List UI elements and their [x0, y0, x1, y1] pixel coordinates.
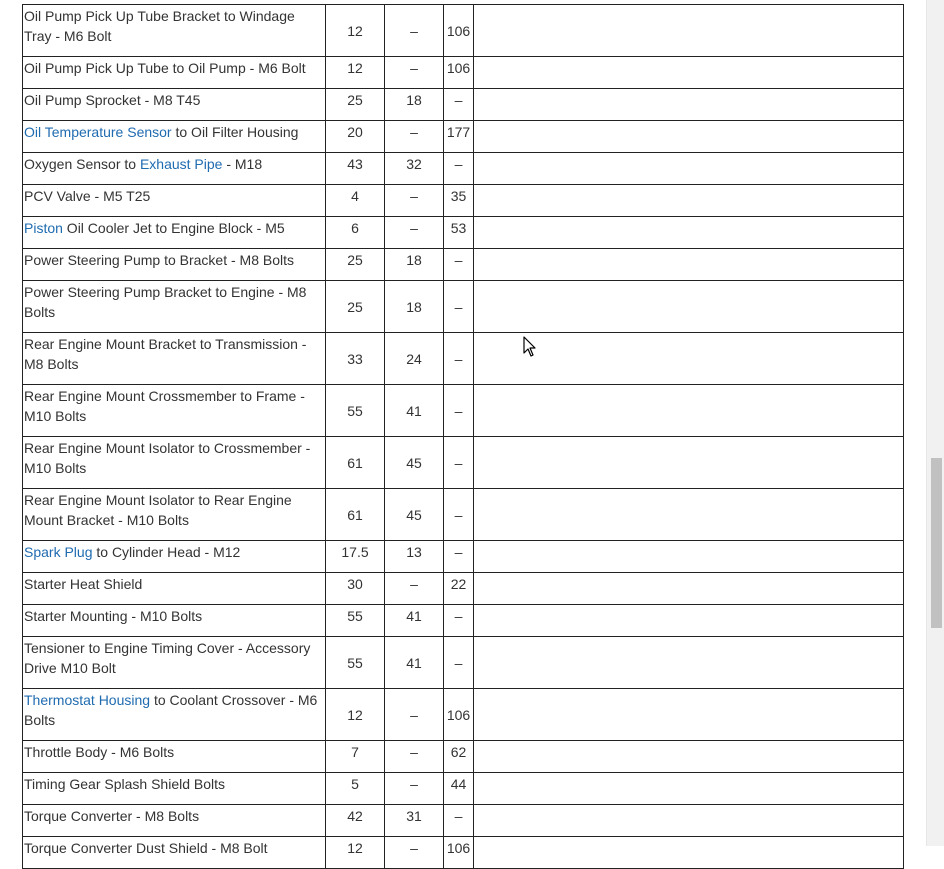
component-text: Timing Gear Splash Shield Bolts: [24, 776, 226, 792]
scrollbar-thumb[interactable]: [931, 458, 942, 628]
table-row: [23, 437, 904, 489]
component-text: Starter Heat Shield: [24, 576, 143, 592]
table-row: [23, 5, 904, 57]
nm-value-cell: 7: [326, 741, 385, 773]
notes-cell: [474, 57, 904, 89]
notes-cell: [474, 605, 904, 637]
lbin-value-cell: –: [444, 605, 474, 637]
nm-value-cell: 12: [326, 5, 385, 57]
notes-cell: [474, 249, 904, 281]
component-text: Tensioner to Engine Timing Cover - Accessory Drive M10 Bolt: [24, 640, 311, 676]
torque-spec-table: [22, 4, 904, 869]
lbft-value-cell: 24: [385, 333, 444, 385]
notes-cell: [474, 689, 904, 741]
notes-cell: [474, 217, 904, 249]
component-text: Starter Mounting - M10 Bolts: [24, 608, 203, 624]
notes-cell: [474, 385, 904, 437]
notes-cell: [474, 773, 904, 805]
notes-cell: [474, 437, 904, 489]
nm-value-cell: 43: [326, 153, 385, 185]
component-link[interactable]: Thermostat Housing: [24, 692, 151, 708]
component-text: Oxygen Sensor to: [24, 156, 140, 172]
nm-value-cell: 6: [326, 217, 385, 249]
table-row: [23, 57, 904, 89]
lbft-value-cell: –: [385, 837, 444, 869]
component-text: Rear Engine Mount Crossmember to Frame - M10 Bolts: [24, 388, 305, 424]
lbin-value-cell: 35: [444, 185, 474, 217]
component-text: Rear Engine Mount Isolator to Rear Engine Mount Bracket - M10 Bolts: [24, 492, 292, 528]
vertical-scrollbar[interactable]: [926, 0, 944, 846]
notes-cell: [474, 637, 904, 689]
lbin-value-cell: –: [444, 805, 474, 837]
table-row: [23, 805, 904, 837]
lbin-value-cell: 106: [444, 689, 474, 741]
lbin-value-cell: 106: [444, 5, 474, 57]
notes-cell: [474, 89, 904, 121]
lbin-value-cell: –: [444, 437, 474, 489]
nm-value-cell: 20: [326, 121, 385, 153]
component-name-cell: [23, 605, 326, 637]
lbft-value-cell: 41: [385, 637, 444, 689]
component-text: PCV Valve - M5 T25: [24, 188, 151, 204]
table-row: [23, 185, 904, 217]
component-name-cell: [23, 57, 326, 89]
lbft-value-cell: 45: [385, 437, 444, 489]
lbft-value-cell: –: [385, 5, 444, 57]
lbin-value-cell: –: [444, 153, 474, 185]
component-name-cell: [23, 541, 326, 573]
component-name-cell: [23, 185, 326, 217]
component-name-cell: [23, 837, 326, 869]
lbft-value-cell: 18: [385, 249, 444, 281]
notes-cell: [474, 489, 904, 541]
table-row: [23, 573, 904, 605]
lbin-value-cell: –: [444, 637, 474, 689]
nm-value-cell: 5: [326, 773, 385, 805]
table-row: [23, 217, 904, 249]
lbft-value-cell: –: [385, 217, 444, 249]
component-text: to Cylinder Head - M12: [92, 544, 241, 560]
lbin-value-cell: –: [444, 385, 474, 437]
notes-cell: [474, 541, 904, 573]
nm-value-cell: 25: [326, 89, 385, 121]
nm-value-cell: 61: [326, 437, 385, 489]
component-text: Torque Converter - M8 Bolts: [24, 808, 200, 824]
table-row: [23, 605, 904, 637]
component-name-cell: [23, 437, 326, 489]
notes-cell: [474, 185, 904, 217]
nm-value-cell: 33: [326, 333, 385, 385]
lbin-value-cell: 62: [444, 741, 474, 773]
notes-cell: [474, 741, 904, 773]
component-name-cell: [23, 385, 326, 437]
mouse-pointer-icon: [523, 336, 537, 358]
notes-cell: [474, 281, 904, 333]
lbin-value-cell: 177: [444, 121, 474, 153]
nm-value-cell: 30: [326, 573, 385, 605]
component-name-cell: [23, 489, 326, 541]
lbin-value-cell: –: [444, 249, 474, 281]
notes-cell: [474, 153, 904, 185]
table-row: [23, 89, 904, 121]
lbft-value-cell: –: [385, 57, 444, 89]
component-text: Rear Engine Mount Bracket to Transmission - M8 Bolts: [24, 336, 307, 372]
component-text: to Coolant Crossover - M6 Bolts: [24, 692, 318, 728]
lbft-value-cell: 31: [385, 805, 444, 837]
lbin-value-cell: –: [444, 333, 474, 385]
notes-cell: [474, 837, 904, 869]
component-name-cell: [23, 773, 326, 805]
nm-value-cell: 17.5: [326, 541, 385, 573]
lbin-value-cell: 53: [444, 217, 474, 249]
lbft-value-cell: 41: [385, 605, 444, 637]
component-text: Rear Engine Mount Isolator to Crossmember - M10 Bolts: [24, 440, 311, 476]
component-text: - M18: [222, 156, 263, 172]
component-text: Oil Cooler Jet to Engine Block - M5: [62, 220, 285, 236]
component-link[interactable]: Spark Plug: [24, 544, 93, 560]
lbft-value-cell: –: [385, 741, 444, 773]
table-row: [23, 249, 904, 281]
component-text: Oil Pump Sprocket - M8 T45: [24, 92, 201, 108]
lbft-value-cell: 45: [385, 489, 444, 541]
table-row: [23, 637, 904, 689]
lbin-value-cell: –: [444, 281, 474, 333]
nm-value-cell: 61: [326, 489, 385, 541]
nm-value-cell: 12: [326, 689, 385, 741]
lbin-value-cell: 22: [444, 573, 474, 605]
notes-cell: [474, 333, 904, 385]
component-name-cell: [23, 805, 326, 837]
component-text: Torque Converter Dust Shield - M8 Bolt: [24, 840, 268, 856]
nm-value-cell: 4: [326, 185, 385, 217]
component-name-cell: [23, 249, 326, 281]
notes-cell: [474, 573, 904, 605]
nm-value-cell: 42: [326, 805, 385, 837]
component-text: Oil Pump Pick Up Tube to Oil Pump - M6 Bolt: [24, 60, 306, 76]
component-text: Oil Pump Pick Up Tube Bracket to Windage Tray - M6 Bolt: [24, 8, 295, 44]
lbft-value-cell: –: [385, 121, 444, 153]
table-row: [23, 281, 904, 333]
component-name-cell: [23, 689, 326, 741]
component-name-cell: [23, 217, 326, 249]
lbin-value-cell: 44: [444, 773, 474, 805]
nm-value-cell: 25: [326, 249, 385, 281]
nm-value-cell: 12: [326, 837, 385, 869]
torque-spec-table-body: [23, 5, 904, 869]
component-name-cell: [23, 5, 326, 57]
nm-value-cell: 12: [326, 57, 385, 89]
component-text: Power Steering Pump Bracket to Engine - M8 Bolts: [24, 284, 307, 320]
nm-value-cell: 25: [326, 281, 385, 333]
component-text: Throttle Body - M6 Bolts: [24, 744, 175, 760]
table-row: [23, 541, 904, 573]
table-row: [23, 153, 904, 185]
component-name-cell: [23, 333, 326, 385]
notes-cell: [474, 805, 904, 837]
lbin-value-cell: 106: [444, 57, 474, 89]
component-text: to Oil Filter Housing: [171, 124, 299, 140]
component-name-cell: [23, 121, 326, 153]
component-name-cell: [23, 281, 326, 333]
table-row: [23, 489, 904, 541]
lbft-value-cell: 18: [385, 89, 444, 121]
component-name-cell: [23, 637, 326, 689]
lbin-value-cell: 106: [444, 837, 474, 869]
lbft-value-cell: –: [385, 689, 444, 741]
lbft-value-cell: –: [385, 185, 444, 217]
lbft-value-cell: 18: [385, 281, 444, 333]
nm-value-cell: 55: [326, 385, 385, 437]
component-name-cell: [23, 89, 326, 121]
nm-value-cell: 55: [326, 637, 385, 689]
lbft-value-cell: 13: [385, 541, 444, 573]
nm-value-cell: 55: [326, 605, 385, 637]
lbft-value-cell: –: [385, 773, 444, 805]
table-row: [23, 121, 904, 153]
component-name-cell: [23, 573, 326, 605]
table-row: [23, 773, 904, 805]
table-row: [23, 689, 904, 741]
component-name-cell: [23, 153, 326, 185]
notes-cell: [474, 121, 904, 153]
component-link[interactable]: Oil Temperature Sensor: [24, 124, 172, 140]
lbin-value-cell: –: [444, 541, 474, 573]
lbin-value-cell: –: [444, 489, 474, 541]
lbft-value-cell: 32: [385, 153, 444, 185]
table-row: [23, 837, 904, 869]
component-link[interactable]: Piston: [24, 220, 63, 236]
table-row: [23, 741, 904, 773]
table-row: [23, 385, 904, 437]
table-row: [23, 333, 904, 385]
lbft-value-cell: 41: [385, 385, 444, 437]
component-text: Power Steering Pump to Bracket - M8 Bolts: [24, 252, 294, 268]
component-link[interactable]: Exhaust Pipe: [139, 156, 223, 172]
notes-cell: [474, 5, 904, 57]
lbft-value-cell: –: [385, 573, 444, 605]
component-name-cell: [23, 741, 326, 773]
lbin-value-cell: –: [444, 89, 474, 121]
